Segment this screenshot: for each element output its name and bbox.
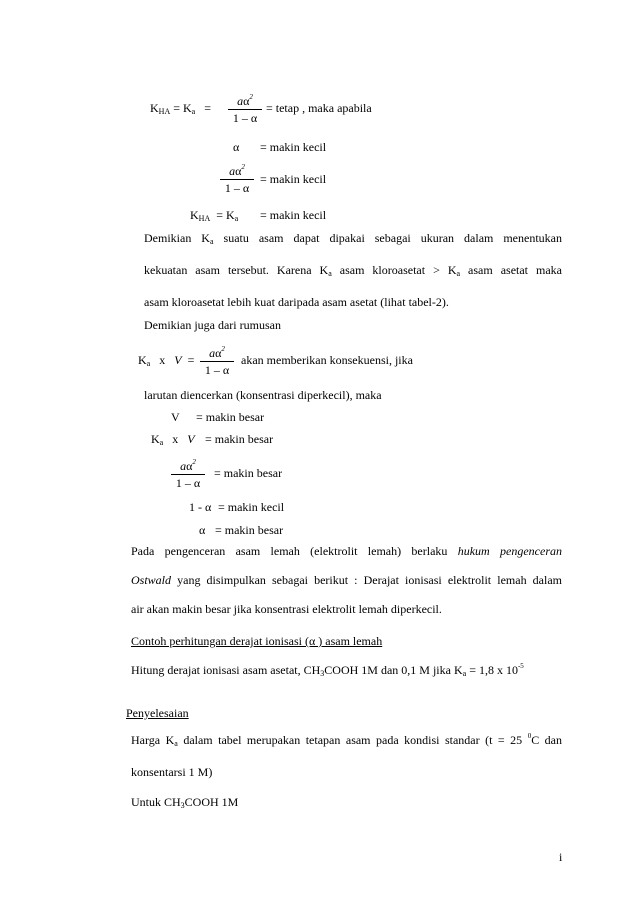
eq3-fraction: $a\alpha^2$ 1 – α [220,160,254,195]
untuk-heading: Untuk $CH_3COOH$ 1M [131,795,239,810]
eq2-rhs: = makin kecil [260,140,327,154]
eq7-lhs: $K_a$ x V [151,432,195,447]
eq8-fraction: $a\alpha^2$ 1 – α [171,455,205,490]
eq5-lhs: $K_a$ x V = [138,353,195,368]
eq1-rhs: = tetap , maka apabila [266,101,372,115]
eq2-alpha: α [233,140,240,154]
paragraph-diencerkan: larutan diencerkan (konsentrasi diperkecil), maka [144,388,382,402]
eq10-alpha: α [199,523,206,537]
eq1-lhs: $K_{HA} = K_a$ = [150,101,212,116]
eq10-rhs: = makin besar [215,523,284,537]
eq6-rhs: = makin besar [196,410,265,424]
eq5-fraction: $a\alpha^2$ 1 – α [200,342,234,377]
eq5-rhs: akan memberikan konsekuensi, jika [241,353,413,367]
solution-heading: Penyelesaian [126,706,189,720]
eq8-rhs: = makin besar [214,466,283,480]
page-number: i [559,850,563,864]
paragraph-ostwald: Pada pengenceran asam lemah (elektrolit lemah) berlaku hukum pengenceran Ostwald yang disimpulkan sebagai berikut : Derajat ionisasi elektrolit lemah dalam air akan makin besar jika konsentrasi elektrolit lemah diperkecil. [131,544,562,616]
paragraph-ka-strength: Demikian $K_a$ suatu asam dapat dipakai sebagai ukuran dalam menentukan kekuatan asam tersebut. Karena $K_a$ asam kloroasetat > $K_a$ asam asetat maka asam kloroasetat lebih kuat daripada asam asetat (lihat tabel-2). [144,231,562,309]
eq9-lhs: 1 - α [189,500,212,514]
eq9-rhs: = makin kecil [218,500,285,514]
eq7-rhs: = makin besar [205,432,274,446]
eq4-lhs: $K_{HA} = K_a$ [190,208,239,223]
eq6-v: V [171,410,180,424]
eq1-fraction: $a\alpha^2$ 1 – α [228,90,262,125]
example-question: Hitung derajat ionisasi asam asetat, $CH_3COOH$ 1M dan 0,1 M jika $K_a = 1,8$ x $10^{-5}$ [131,662,524,678]
eq4-rhs: = makin kecil [260,208,327,222]
eq3-rhs: = makin kecil [260,172,327,186]
paragraph-rumusan: Demikian juga dari rumusan [144,318,281,332]
example-heading: Contoh perhitungan derajat ionisasi (α ) asam lemah [131,634,383,648]
solution-text: Harga $K_a$ dalam tabel merupakan tetapan asam pada kondisi standar (t = 25 $^0$C dan konsentarsi 1 M) [131,732,563,779]
